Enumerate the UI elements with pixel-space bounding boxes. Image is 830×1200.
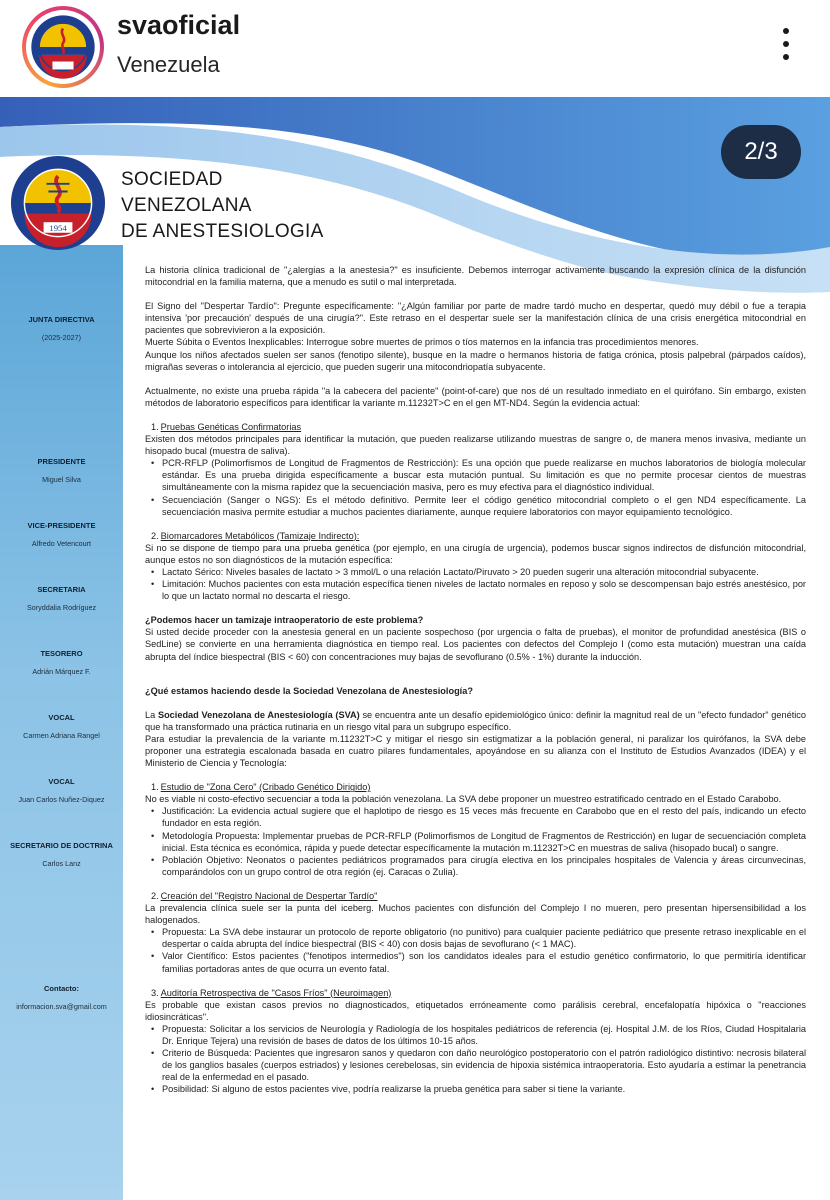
paragraph: La prevalencia clínica suele ser la punta del iceberg. Muchos pacientes con disfunción del Complejo I no mueren, pero presentan hipersensibilidad a los halogenados. [145, 903, 806, 926]
society-seal-logo [10, 155, 106, 251]
org-title-line: DE ANESTESIOLOGIA [121, 221, 324, 242]
list-item: • Posibilidad: Si alguno de estos pacientes vive, podría realizarse la prueba genética para saber si tiene la variante. [162, 1083, 806, 1095]
question-heading: ¿Podemos hacer un tamizaje intraoperatorio de este problema? [145, 615, 424, 626]
section-number: 2. [151, 530, 159, 541]
paragraph: Muerte Súbita o Eventos Inexplicables: Interrogue sobre muertes de primos o tíos maternos en la infancia tras procedimientos menores. [145, 337, 699, 348]
list-item: • Metodología Propuesta: Implementar pruebas de PCR-RFLP (Polimorfismos de Longitud de Fragmentos de Restricción) en lugar de secuenciación completa inicial. Esta técnica es económica, rápida y puede detectar específicamente la mutación m.11232T>C en muestras de saliva (hisopado bucal) o sangre. [162, 830, 806, 854]
member-name: Carlos Lanz [42, 859, 81, 868]
member-president [0, 457, 123, 484]
contact-email: informacion.sva@gmail.com [16, 1002, 107, 1011]
carousel-counter: 2/3 [721, 125, 801, 179]
board-title: JUNTA DIRECTIVA [28, 315, 95, 324]
org-title-line: VENEZOLANA [121, 195, 252, 216]
section-heading [151, 530, 806, 542]
dot [783, 28, 789, 34]
bullet-list [145, 457, 806, 517]
section-title: Biomarcadores Metabólicos (Tamizaje Indirecto): [160, 530, 360, 541]
list-item: • Limitación: Muchos pacientes con esta mutación específica tienen niveles de lactato normales en reposo y solo se descompensan bajo estrés anestésico, por lo que un lactato normal no descarta el riesgo. [162, 578, 806, 602]
list-item: • Población Objetivo: Neonatos o pacientes pediátricos programados para cirugía electiva en los principales hospitales de Valencia y áreas circunvecinas, comparándolos con un grupo control de otra región (ej. Caracas o Zulia). [162, 854, 806, 878]
profile-avatar[interactable] [22, 6, 104, 88]
member-role: SECRETARIA [37, 585, 86, 594]
member-name: Juan Carlos Nuñez-Diquez [18, 795, 105, 804]
section-number: 1. [151, 782, 159, 793]
paragraph: Es probable que existan casos previos no diagnosticados, etiquetados erróneamente como parálisis cerebral, encefalopatía hipóxica o "reacciones idiosincráticas". [145, 999, 806, 1022]
post-image[interactable] [0, 97, 830, 1200]
account-username[interactable]: svaoficial [117, 10, 241, 40]
board-heading [0, 315, 123, 342]
member-name: Adrián Márquez F. [32, 667, 91, 676]
paragraph: Actualmente, no existe una prueba rápida "a la cabecera del paciente" (point-of-care) que nos dé un resultado inmediato en el quirófano. Sin embargo, existen métodos de laboratorio específicos para identificar la variante m.11232T>C en el gen MT-ND4. Según la evidencia actual: [145, 385, 806, 408]
question-heading: ¿Qué estamos haciendo desde la Sociedad Venezolana de Anestesiología? [145, 685, 473, 696]
org-title-line: SOCIEDAD [121, 169, 223, 190]
seal-year: 1954 [49, 222, 67, 233]
paragraph: Si usted decide proceder con la anestesia general en un paciente sospechoso (por urgencia o falta de pruebas), el monitor de profundidad anestésica (BIS o SedLine) se convierte en una herramienta diagnóstica en tiempo real. Los pacientes con defectos del Complejo I (como esta mutación) muestran una caída abrupta del índice biespectral (BIS < 60) con concentraciones muy bajas de sevoflurano (0.5% - 1%) durante la inducción. [145, 627, 806, 662]
text-run: La [145, 709, 158, 720]
dot [783, 54, 789, 60]
list-item: • PCR-RFLP (Polimorfismos de Longitud de Fragmentos de Restricción): Es una opción que puede realizarse en muchos laboratorios de biología molecular estándar. Es una prueba dirigida específicamente a buscar esta mutación puntual. Su limitación es que no permite procesar cientos de muestras simultáneamente con la misma rapidez que la secuenciación masiva, pero es muy efectiva para el diagnóstico individual. [162, 457, 806, 493]
paragraph [145, 709, 806, 733]
text-run: se encuentra ante un desafío epidemiológico único: definir la magnitud real de un "efecto fundador" genético que ha transformado una práctica rutinaria en un riesgo vital para un subgrupo específico. [145, 709, 806, 732]
member-secretary [0, 585, 123, 612]
article-body [145, 264, 806, 1095]
section-number: 3. [151, 987, 159, 998]
member-role: TESORERO [40, 649, 83, 658]
bullet-list [145, 926, 806, 974]
post-header [0, 0, 830, 97]
member-name: Soryddalia Rodríguez [26, 603, 97, 612]
section-title: Auditoría Retrospectiva de "Casos Fríos" (Neuroimagen) [160, 987, 392, 998]
member-doctrine-secretary [0, 841, 123, 868]
contact-block [0, 984, 123, 1011]
paragraph: Para estudiar la prevalencia de la variante m.11232T>C y mitigar el riesgo sin estigmatizar a la población general, ni paralizar los quirófanos, la SVA debe proponer una estrategia escalonada basada en cuatro pilares fundamentales, apoyándose en su alianza con el Instituto de Estudios Avanzados (IDEA) y el Ministerio de Ciencia y Tecnología: [145, 733, 806, 769]
list-item: • Lactato Sérico: Niveles basales de lactato > 3 mmol/L o una relación Lactato/Piruvato > 20 pueden sugerir una alteración mitocondrial subyacente. [162, 566, 806, 578]
board-period: (2025-2027) [41, 333, 82, 342]
bullet-list [145, 805, 806, 878]
text-run-bold: Sociedad Venezolana de Anestesiología (SVA) [157, 709, 360, 720]
bullet-list [145, 566, 806, 602]
contact-label: Contacto: [44, 984, 79, 993]
organization-title [121, 167, 324, 245]
member-name: Miguel Silva [42, 475, 81, 484]
list-item: • Justificación: La evidencia actual sugiere que el haplotipo de riesgo es 15 veces más frecuente en Carabobo que en el resto del país, indicando un efecto fundador en esta región. [162, 805, 806, 829]
avatar-frame [26, 10, 100, 84]
section-title: Pruebas Genéticas Confirmatorias [160, 421, 302, 432]
member-role: VOCAL [48, 777, 75, 786]
section-heading [151, 987, 806, 999]
member-treasurer [0, 649, 123, 676]
paragraph: No es viable ni costo-efectivo secuenciar a toda la población venezolana. La SVA debe proponer un muestreo estratificado centrado en el Estado Carabobo. [145, 794, 782, 805]
member-vocal-2 [0, 777, 123, 804]
paragraph: Aunque los niños afectados suelen ser sanos (fenotipo silente), busque en la madre o hermanos historia de fatiga crónica, ptosis palpebral (párpados caídos), migrañas severas o intolerancia al ejercicio, que pueden sugerir una mitocondriopatía subyacente. [145, 349, 806, 372]
section-title: Estudio de "Zona Cero" (Cribado Genético Dirigido) [160, 782, 371, 793]
member-role: VICE-PRESIDENTE [27, 521, 96, 530]
list-item: • Valor Científico: Estos pacientes ("fenotipos intermedios") son los candidatos ideales para el estudio genético confirmatorio, lo que permitiría identificar familias portadoras antes de que ocurra un evento fatal. [162, 950, 806, 974]
member-vice-president [0, 521, 123, 548]
member-vocal-1 [0, 713, 123, 740]
member-name: Alfredo Vetencourt [31, 539, 92, 548]
list-item: • Propuesta: La SVA debe instaurar un protocolo de reporte obligatorio (no punitivo) para cualquier paciente pediátrico que presente retraso inexplicable en el despertar o caída abrupta del índice biespectral (BIS < 40) con dosis bajas de sevoflurano (< 1 MAC). [162, 926, 806, 950]
list-item: • Secuenciación (Sanger o NGS): Es el método definitivo. Permite leer el código genético mitocondrial completo o el gen ND4 específicamente. La secuenciación masiva permite estudiar a muchos pacientes diariamente, aunque requiere laboratorios con mayor equipamiento tecnológico. [162, 494, 806, 518]
section-heading [151, 781, 806, 793]
section-title: Creación del "Registro Nacional de Despertar Tardío" [160, 890, 378, 901]
bullet-list [145, 1023, 806, 1096]
paragraph: El Signo del "Despertar Tardío": Pregunte específicamente: "¿Algún familiar por parte de madre tardó mucho en despertar, quedó muy débil o fue a terapia intensiva 'por precaución' después de una cirugía?". Este retraso en el despertar suele ser la manifestación clínica de una crisis energética mitocondrial en pacientes que sobrevivieron a la exposición. [145, 301, 806, 336]
dot [783, 41, 789, 47]
paragraph: Si no se dispone de tiempo para una prueba genética (por ejemplo, en una cirugía de urgencia), podemos buscar signos indirectos de disfunción mitocondrial, aunque estos no son diagnósticos de la mutación específica: [145, 542, 806, 565]
section-heading [151, 421, 806, 433]
society-seal-icon [30, 14, 96, 80]
member-role: PRESIDENTE [37, 457, 86, 466]
member-role: SECRETARIO DE DOCTRINA [10, 841, 113, 850]
post-location[interactable]: Venezuela [117, 52, 220, 77]
paragraph: Existen dos métodos principales para identificar la mutación, que pueden realizarse utilizando muestras de sangre o, de manera menos invasiva, mediante un hisopado bucal (muestra de saliva). [145, 434, 806, 457]
list-item: • Criterio de Búsqueda: Pacientes que ingresaron sanos y quedaron con daño neurológico postoperatorio con el patrón radiológico distintivo: necrosis bilateral de los ganglios basales (cuerpos estriados) y lesiones cerebelosas, sin evidencia de hipoxia sistémica intraoperatoria. Esto ayudaría a estimar la penetrancia real de la enfermedad en el pasado. [162, 1047, 806, 1083]
paragraph: La historia clínica tradicional de "¿alergias a la anestesia?" es insuficiente. Debemos interrogar activamente buscando la expresión clínica de la disfunción mitocondrial en la familia materna, que a menudo es sutil o mal interpretada. [145, 265, 806, 288]
section-number: 2. [151, 890, 159, 901]
member-name: Carmen Adriana Rangel [23, 731, 100, 740]
more-options-icon[interactable] [776, 24, 798, 64]
list-item: • Propuesta: Solicitar a los servicios de Neurología y Radiología de los hospitales pediátricos de referencia (ej. Hospital J.M. de los Ríos, Ciudad Hospitalaria Dr. Enrique Tejera) una revisión de bases de datos de los últimos 10-15 años. [162, 1023, 806, 1047]
section-heading [151, 890, 806, 902]
section-number: 1. [151, 421, 159, 432]
member-role: VOCAL [48, 713, 75, 722]
